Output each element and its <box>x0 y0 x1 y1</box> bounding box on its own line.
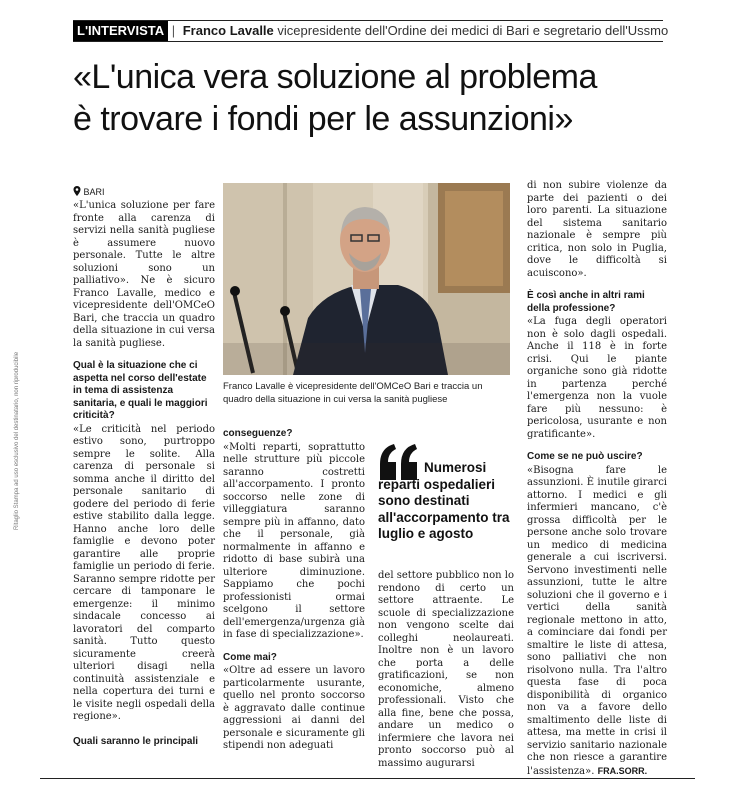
answer-5: «Bisogna fare le assunzioni. È inutile girarci attorno. I medici e gli infermieri mancano, c'è grossa difficoltà per le persone anche solo trovare un medico di medicina generale a cui iscriversi. Servono investimenti nelle assunzioni, tutte le altre soluzioni che il governo e i vertici della sanità regionale mettono in atto, a cominciare dai fondi per smaltire le liste di attesa, sono palliativi che non risolvono nulla. Tra l'altro questa fase di poca disponibilità di organico non va a favore dello smaltimento delle liste di attesa, ma mette in crisi il servizio sanitario nazionale che non riesce a garantire l'assistenza». FRA.SORR. <box>527 464 667 777</box>
headline-line-1: «L'unica vera soluzione al problema <box>73 58 597 96</box>
question-2-end: conseguenze? <box>223 428 293 439</box>
kicker-name: Franco Lavalle <box>182 23 274 38</box>
author-signature: FRA.SORR. <box>597 765 648 776</box>
pull-quote-text: Numerosi reparti ospedalieri sono destinati all'accorpamento tra luglio e agosto <box>378 460 510 541</box>
answer-2: «Molti reparti, soprattutto nelle strutture più piccole saranno costretti all'accorpamento. I pronto soccorso nelle zone di villeggiatura saranno sempre più in affanno, dato che il personale, già normalmente in affanno e ridotto di base subirà una ulteriore diminuzione. Sappiamo che pochi professionisti ormai scelgono il settore dell'emergenza/urgenza già in fase di specializzazione». <box>223 441 365 640</box>
headline <box>73 56 673 140</box>
column-2 <box>223 428 365 753</box>
kicker-tag: L'INTERVISTA <box>73 21 168 41</box>
headline-line-2: è trovare i fondi per le assunzioni» <box>73 100 573 138</box>
pull-quote <box>378 440 513 558</box>
side-note: Ritaglio Stampa ad uso esclusivo del destinatario, non riproducibile <box>14 351 20 530</box>
column-1 <box>73 186 215 749</box>
column-3 <box>378 570 514 770</box>
question-4: È così anche in altri rami della professione? <box>527 290 645 314</box>
question-5: Come se ne può uscire? <box>527 451 643 462</box>
bottom-rule <box>40 778 695 779</box>
photo-illustration <box>223 183 510 375</box>
question-2-start: Quali saranno le principali <box>73 735 199 747</box>
interview-kicker: L'INTERVISTA | Franco Lavalle vicepresidente dell'Ordine dei medici di Bari e segretario dell'Ussmo <box>73 20 663 42</box>
question-1: Qual è la situazione che ci aspetta nel corso dell'estate in tema di assistenza sanitaria, e quali le maggiori criticità? <box>73 360 208 421</box>
kicker-role: vicepresidente dell'Ordine dei medici di Bari e segretario dell'Ussmo <box>277 23 669 38</box>
answer-1: «Le criticità nel periodo estivo sono, purtroppo sempre le solite. Alla carenza di personale si somma anche il diritto del personale sanitario di godere del periodo di ferie estive stabilito dalla legge. Hanno anche loro delle famiglie e devono poter garantire alle proprie famiglie un periodo di ferie. Saranno sempre ridotte per cercare di tamponare le emergenze: il minimo sindacale concesso ai lavoratori del comparto sanità. Tutto questo sicuramente creerà ulteriori disagi nella continuità assistenziale e nella copertura dei turni e le visite negli ospedali della regione». <box>73 423 215 722</box>
dateline: BARI <box>73 186 215 198</box>
answer-3-continued: del settore pubblico non lo rendono di certo un settore attraente. Le scuole di specializzazione non vengono scelte dai colleghi neolaureati. Inoltre non è un lavoro che porta a delle gratificazioni, se non economiche, almeno professionali. Visto che alla fine, bene che possa, andare un medico o infermiere che lavora nei pronto soccorso può al massimo augurarsi <box>378 570 514 769</box>
portrait-photo <box>223 183 510 375</box>
question-3: Come mai? <box>223 651 277 663</box>
intro-paragraph: «L'unica soluzione per fare fronte alla carenza di servizi nella sanità pugliese è assumere nuovo personale. Tutte le altre soluzioni sono un palliativo». Ne è sicuro Franco Lavalle, medico e vicepresidente dell'OMCeO Bari, che traccia un quadro della situazione in cui versa la sanità pugliese. <box>73 200 215 349</box>
answer-3-start: «Oltre ad essere un lavoro particolarmente usurante, quello nel pronto soccorso è aggravato dalle continue aggressioni ai danni del personale e sicuramente gli stipendi non adeguati <box>223 665 365 751</box>
column-4 <box>527 180 667 778</box>
answer-3-end: di non subire violenze da parte dei pazienti o dei loro parenti. La situazione del sistema sanitario nazionale è sempre più critica, non solo in Puglia, dove le difficoltà si acuiscono». <box>527 180 667 279</box>
photo-caption: Franco Lavalle è vicepresidente dell'OMCeO Bari e traccia un quadro della situazione in cui versa la sanità pugliese <box>223 381 483 405</box>
answer-4: «La fuga degli operatori non è solo dagli ospedali. Anche il 118 è in forte crisi. Qui le piante organiche sono già ridotte in partenza perché l'emergenza non la vuole fare più nessuno: è pericolosa, usurante e non gratificante». <box>527 316 667 440</box>
location-pin-icon <box>73 186 81 196</box>
